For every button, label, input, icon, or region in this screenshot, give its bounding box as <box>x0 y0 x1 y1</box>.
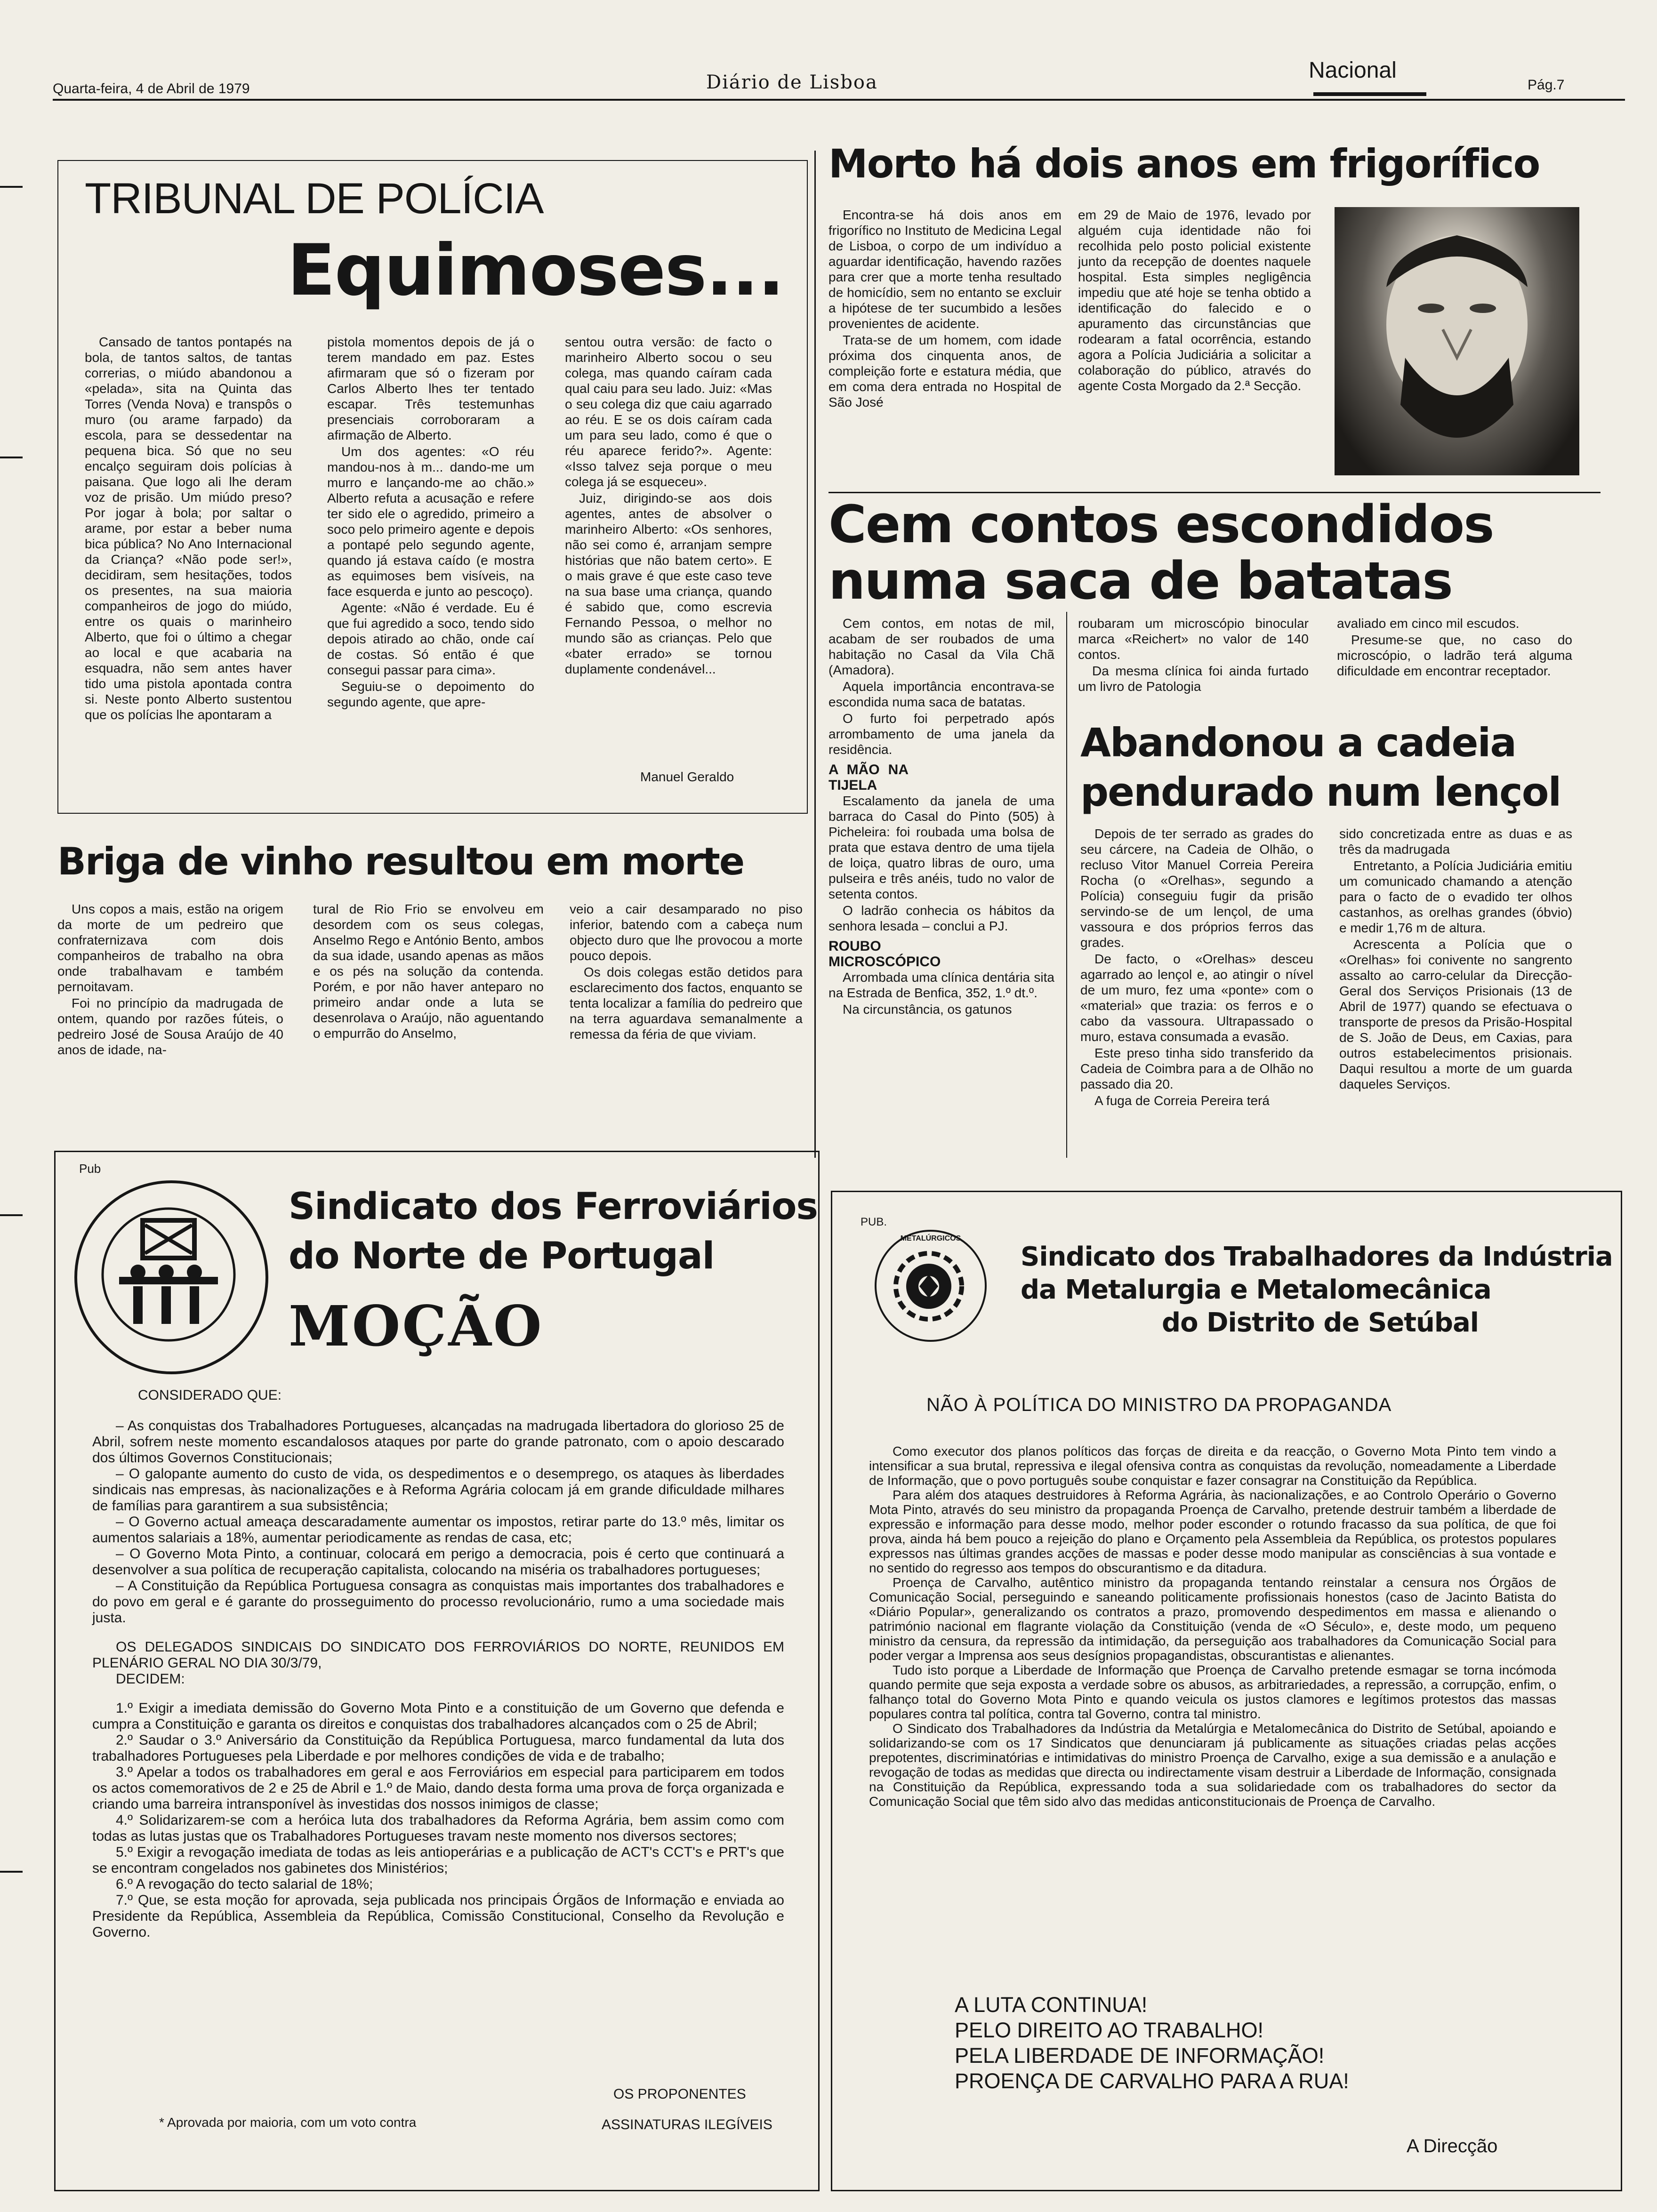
briga-paragraph: veio a cair desamparado no piso inferior, batendo com a cabeça num objecto duro que lhe provocou a morte pouco depois. <box>570 902 803 963</box>
morto-paragraph: em 29 de Maio de 1976, levado por alguém cuja identidade não foi recolhida pelo posto policial existente junto da recepção de doentes naquele hospital. Esta simples negligência impediu que até hoje se tenha obtido a identificação do falecido e o apuramento das circunstâncias que rodearam a fatal ocorrência, estando agora a Polícia Judiciária a solicitar a colaboração do público, através do agente Costa Morgado da 2.ª Secção. <box>1078 208 1311 393</box>
slogan-line: PELO DIREITO AO TRABALHO! <box>955 2018 1264 2042</box>
cem-paragraph: roubaram um microscópio binocular marca «Reichert» no valor de 140 contos. <box>1078 616 1309 662</box>
story-divider <box>828 492 1601 493</box>
metalurgicos-paragraph: Proença de Carvalho, autêntico ministro da propaganda tentando reinstalar a censura nos Órgãos de Comunicação Social, perseguindo e saneando politicamente profissionais honestos (caso de Jacinto Batista do «Diário Popular», generalizando os contratos a prazo, promovendo despedimentos em massa e alienando o património nacional em flagrante violação da Constituição (venda de «O Século», e, deste modo, um pequeno ministro da censura, da repressão da intimidação, da perseguição aos trabalhadores da Comunicação Social para poder vergar a Imprensa aos seus desígnios propagandistas, obscurantistas e alienantes. <box>869 1575 1556 1663</box>
slogan-line: PROENÇA DE CARVALHO PARA A RUA! <box>955 2069 1349 2093</box>
metalurgicos-paragraph: Tudo isto porque a Liberdade de Informação que Proença de Carvalho pretende esmagar se torna incómoda quando permite que seja exposta a verdade sobre os abusos, as arbitrariedades, a repressão, a corrupção, enfim, o falhanço total do Governo Mota Pinto e quando veicula os justos clamores e legítimos protestos das massas populares contra tal política, contra tal Governo, contra tal ministro. <box>869 1663 1556 1721</box>
tribunal-paragraph: Um dos agentes: «O réu mandou-nos à m... dando-me um murro e lançando-me ao chão.» Alberto refuta a acusação e refere ter sido ele o agredido, primeiro a soco pelo primeiro agente e depois a pontapé pelo segundo agente, quando já estava caído (e mostra as equimoses bem visíveis, na face esquerda e junto ao pescoço). <box>327 444 534 599</box>
cem-subhead: ROUBO MICROSCÓPICO <box>828 938 941 970</box>
tribunal-paragraph: Agente: «Não é verdade. Eu é que fui agredido a soco, tendo sido depois atirado ao chão, onde caí de costas. Só então é que consegui passar para cima». <box>327 601 534 677</box>
cem-paragraph: O furto foi perpetrado após arrombamento de uma janela da residência. <box>828 711 1054 757</box>
registration-mark <box>0 186 23 188</box>
cem-paragraph: Da mesma clínica foi ainda furtado um livro de Patologia <box>1078 664 1309 694</box>
metalurgicos-title-2: da Metalurgia e Metalomecânica <box>1021 1274 1491 1305</box>
ferroviarios-title-1: Sindicato dos Ferroviários <box>289 1186 818 1228</box>
briga-col-3 <box>570 901 803 1043</box>
mocao-paragraph: – O galopante aumento do custo de vida, os despedimentos e o desemprego, os ataques às liberdades sindicais nas empresas, às nacionalizações e à Reforma Agrária colocam já em grande dificuldade milhares de famílias para garantirem a sua subsistência; <box>92 1466 784 1514</box>
slogan-line: PELA LIBERDADE DE INFORMAÇÃO! <box>955 2044 1325 2068</box>
cadeia-paragraph: A fuga de Correia Pereira terá <box>1094 1093 1270 1108</box>
cem-subhead: A MÃO NA TIJELA <box>828 762 909 793</box>
header-rule <box>53 99 1625 101</box>
metalurgicos-subtitle: NÃO À POLÍTICA DO MINISTRO DA PROPAGANDA <box>926 1395 1392 1415</box>
briga-headline: Briga de vinho resultou em morte <box>57 840 744 883</box>
tribunal-col-2 <box>327 334 534 711</box>
gear-emblem-icon <box>875 1230 983 1338</box>
decisao-item: 4.º Solidarizarem-se com a heróica luta dos trabalhadores da Reforma Agrária, bem assim como com todas as lutas justas que os Trabalhadores Portugueses travam neste momento nos diversos sectores; <box>92 1812 784 1844</box>
mocao-paragraph: – A Constituição da República Portuguesa consagra as conquistas mais importantes dos trabalhadores e do povo em geral e é garante do prosseguimento do processo revolucionário, rumo a uma sociedade mais justa. <box>92 1578 784 1626</box>
section-underline <box>1313 92 1426 96</box>
cem-paragraph: avaliado em cinco mil escudos. <box>1337 616 1520 631</box>
briga-paragraph: Os dois colegas estão detidos para esclarecimento dos factos, enquanto se tenta localizar a família do pedreiro que na terra aguardava semanalmente a remessa da féria de que viviam. <box>570 965 803 1042</box>
mocao-considerandos <box>92 1418 784 1940</box>
cadeia-col-2 <box>1339 826 1572 1093</box>
tribunal-paragraph: sentou outra versão: de facto o marinheiro Alberto socou o seu colega, mas quando caíram cada qual caiu para seu lado. Juiz: «Mas o seu colega diz que caiu agarrado ao réu. E se os dois caíram cada um para seu lado, como é que o réu aparece ferido?». Agente: «Isso talvez seja porque o meu colega já se esqueceu». <box>565 335 772 489</box>
metalurgicos-paragraph: Como executor dos planos políticos das forças de direita e da reacção, o Governo Mota Pinto tem vindo a intensificar a sua brutal, repressiva e ilegal ofensiva contra as conquistas da revolução, nomeadamente a Liberdade de Informação, que o povo português soube conquistar e fazer consagrar na Constituição da República. <box>869 1444 1556 1488</box>
mocao-paragraph: OS DELEGADOS SINDICAIS DO SINDICATO DOS FERROVIÁRIOS DO NORTE, REUNIDOS EM PLENÁRIO GERAL NO DIA 30/3/79, <box>92 1639 784 1671</box>
tribunal-headline: Equimoses... <box>287 230 784 312</box>
metalurgicos-title-3: do Distrito de Setúbal <box>1162 1307 1479 1338</box>
masthead: Diário de Lisboa <box>706 72 878 93</box>
decisao-item: 3.º Apelar a todos os trabalhadores em geral e aos Ferroviários em especial para participarem em todos os actos comemorativos de 2 e 25 de Abril e 1.º de Maio, dando desta forma uma prova de força organizada e criando uma barreira intransponível às investidas dos nossos inimigos de classe; <box>92 1764 784 1812</box>
decisao-item: 6.º A revogação do tecto salarial de 18%; <box>116 1876 373 1892</box>
ferroviarios-title-2: do Norte de Portugal <box>289 1235 715 1277</box>
mocao-title: MOÇÃO <box>289 1293 544 1359</box>
metalurgicos-title-1: Sindicato dos Trabalhadores da Indústria <box>1021 1242 1613 1272</box>
column-divider <box>1066 612 1067 1158</box>
aprovada-note: * Aprovada por maioria, com um voto contra <box>159 2115 417 2130</box>
metalurgicos-ad <box>831 1191 1622 2191</box>
ferroviarios-emblem <box>74 1180 268 1374</box>
metalurgicos-emblem-text: METALÚRGICOS <box>900 1234 961 1242</box>
briga-col-2 <box>313 901 544 1042</box>
cem-paragraph: Aquela importância encontrava-se escondida numa saca de batatas. <box>828 679 1054 709</box>
face-photo-icon <box>1335 207 1579 475</box>
cem-headline-2: numa saca de batatas <box>828 551 1452 611</box>
tribunal-paragraph: Seguiu-se o depoimento do segundo agente, que apre- <box>327 679 534 709</box>
decisao-item: 1.º Exigir a imediata demissão do Governo Mota Pinto e a constituição de um Governo que defenda e cumpra a Constituição e garanta os direitos e conquistas dos trabalhadores alcançados com o 25 de Abril; <box>92 1700 784 1732</box>
page-number: Pág.7 <box>1528 77 1565 93</box>
briga-paragraph: Uns copos a mais, estão na origem da morte de um pedreiro que confraternizava com dois companheiros de trabalho na obra onde trabalhavam e também pernoitavam. <box>57 902 283 994</box>
briga-paragraph: tural de Rio Frio se envolveu em desordem com os seus colegas, Anselmo Rego e António Bento, ambos da sua idade, usando apenas as mãos e os pés na solução da contenda. Porém, e por não haver anteparo no primeiro andar onde a luta se desenrolava o Araújo, não aguentando o empurrão do Anselmo, <box>313 902 544 1041</box>
cem-paragraph: Arrombada uma clínica dentária sita na Estrada de Benfica, 352, 1.º dt.º. <box>828 970 1054 1000</box>
briga-paragraph: Foi no princípio da madrugada de ontem, quando por razões fúteis, o pedreiro José de Sousa Araújo de 40 anos de idade, na- <box>57 996 283 1057</box>
morto-headline: Morto há dois anos em frigorífico <box>828 141 1540 187</box>
mocao-paragraph: – O Governo Mota Pinto, a continuar, colocará em perigo a democracia, pois é certo que continuará a desenvolver a sua política de recuperação capitalista, colocando na miséria os trabalhadores portugueses; <box>92 1546 784 1578</box>
slogan-line: A LUTA CONTINUA! <box>955 1993 1148 2017</box>
registration-mark <box>0 1871 23 1873</box>
cem-paragraph: O ladrão conhecia os hábitos da senhora lesada – conclui a PJ. <box>828 903 1054 933</box>
tribunal-col-1 <box>85 334 292 723</box>
proponentes-label: OS PROPONENTES <box>613 2086 746 2102</box>
metalurgicos-slogans <box>955 1992 1349 2094</box>
cadeia-paragraph: Este preso tinha sido transferido da Cadeia de Coimbra para a de Olhão no passado dia 20. <box>1080 1046 1313 1091</box>
issue-date: Quarta-feira, 4 de Abril de 1979 <box>53 81 250 96</box>
ad-pub-label: Pub <box>79 1162 101 1176</box>
decisao-item: 2.º Saudar o 3.º Aniversário da Constituição da República Portuguesa, marco fundamental da luta dos trabalhadores Portugueses pela Liberdade e por melhores condições de vida e de trabalho; <box>92 1732 784 1764</box>
tribunal-kicker: TRIBUNAL DE POLÍCIA <box>85 175 544 223</box>
cem-paragraph: Cem contos, em notas de mil, acabam de ser roubados de uma habitação no Casal da Vila Chã (Amadora). <box>828 616 1054 677</box>
cem-col-3 <box>1337 616 1572 680</box>
morto-paragraph: Trata-se de um homem, com idade próxima dos cinquenta anos, de compleição forte e estatura média, que em coma dera entrada no Hospital de São José <box>828 333 1062 409</box>
cem-headline-1: Cem contos escondidos <box>828 494 1494 554</box>
tribunal-paragraph: Juiz, dirigindo-se aos dois agentes, antes de absolver o marinheiro Alberto: «Os senhores, não sei como é, arranjam sempre histórias que não batem certo». E o mais grave é que este caso teve na sua base uma criança, quando é sabido que, como escrevia Fernando Pessoa, o melhor no mundo são as crianças. Pelo que «bater errado» se tornou duplamente condenável... <box>565 491 772 676</box>
column-divider <box>814 151 816 1158</box>
cem-col-1 <box>828 616 1054 1018</box>
cem-paragraph: Na circunstância, os gatunos <box>843 1002 1012 1017</box>
registration-mark <box>0 457 23 458</box>
cadeia-paragraph: Acrescenta a Polícia que o «Orelhas» foi conivente no sangrento assalto ao carro-celular da Direcção-Geral dos Serviços Prisionais (13 de Abril de 1977) quando se efectuava o transporte de presos da Prisão-Hospital de S. João de Deus, em Caxias, para outros estabelecimentos prisionais. Daqui resultou a morte de um guarda daqueles Serviços. <box>1339 937 1572 1091</box>
ad-pub-label: PUB. <box>861 1216 887 1228</box>
tribunal-paragraph: Cansado de tantos pontapés na bola, de tantos saltos, de tantas correrias, o miúdo abandonou a «pelada», sita na Quinta das Torres (Venda Nova) e transpôs o muro (ou arame farpado) da escola, para se dessedentar na pequena bica. Só que no seu encalço seguiram dois polícias à paisana. Que logo ali lhe deram voz de prisão. Um miúdo preso? Por jogar à bola; por saltar o arame, por estar a beber numa bica pública? No Ano Internacional da Criança? «Não pode ser!», decidiram, sem hesitações, todos os presentes, na sua maioria companheiros de jogo do miúdo, entre os quais o marinheiro Alberto, que foi o último a chegar ao local e que acabaria na esquadra, não sem antes haver tido uma pistola apontada contra si. Neste ponto Alberto sustentou que os polícias lhe apontaram a <box>85 335 292 722</box>
metalurgicos-paragraph: O Sindicato dos Trabalhadores da Indústria da Metalúrgia e Metalomecânica do Distrito de Setúbal, apoiando e solidarizando-se com os 17 Sindicatos que denunciaram já publicamente as situações criadas pelas acções prepotentes, discriminatórias e intimidativas do ministro Proença de Carvalho, exige a sua demissão e a anulação e revogação de todas as medidas que directa ou indirectamente visam destruir a Liberdade de Informação, consignada na Constituição da República, expressando toda a sua solidariedade com os trabalhadores do sector da Comunicação Social que têm sido alvo das medidas anticonstitucionais de Proença de Carvalho. <box>869 1721 1556 1809</box>
morto-col-2 <box>1078 207 1311 394</box>
assinaturas-label: ASSINATURAS ILEGÍVEIS <box>602 2117 772 2132</box>
cadeia-col-1 <box>1080 826 1313 1109</box>
mocao-paragraph: – O Governo actual ameaça descaradamente aumentar os impostos, retirar parte do 13.º mês, limitar os aumentos salariais a 18%, aumentar periodicamente as rendas de casa, etc; <box>92 1514 784 1546</box>
cadeia-headline-1: Abandonou a cadeia <box>1080 720 1516 766</box>
mocao-paragraph: – As conquistas dos Trabalhadores Portugueses, alcançadas na madrugada libertadora do glorioso 25 de Abril, sofrem neste momento escandalosos ataques por parte do grande patronato, com o apoio descarado dos últimos Governos Constitucionais; <box>92 1418 784 1466</box>
metalurgicos-paragraph: Para além dos ataques destruidores à Reforma Agrária, às nacionalizações, e ao Controlo Operário o Governo Mota Pinto, através do seu ministro da propaganda Proença de Carvalho, pretende destruir também a liberdade de expressão e informação para desse modo, melhor poder esconder o rotundo fracasso da sua política, de que foi prova, ainda há bem pouco a rejeição do plano e Orçamento pela Assembleia da República, os protestos populares expressos nas últimas grandes acções de massas e poder desse modo manipular as consciências à sua vontade e no sentido do regresso aos tempos do obscurantismo e da ditadura. <box>869 1488 1556 1575</box>
cadeia-paragraph: Entretanto, a Polícia Judiciária emitiu um comunicado chamando a atenção para o facto de o evadido ter olhos castanhos, as orelhas grandes (óbvio) e medir 1,76 m de altura. <box>1339 858 1572 935</box>
tribunal-paragraph: pistola momentos depois de já o terem mandado em paz. Estes afirmaram que só o fizeram por Carlos Alberto lhes ter tentado escapar. Três testemunhas presenciais corroboraram a afirmação de Alberto. <box>327 335 534 442</box>
morto-paragraph: Encontra-se há dois anos em frigorífico no Instituto de Medicina Legal de Lisboa, o corpo de um indivíduo a aguardar identificação, havendo razões para crer que a morte tenha resultado de homicídio, sem no entanto se excluir a hipótese de ter sucumbido a lesões provenientes de acidente. <box>828 208 1062 331</box>
decisao-item: 7.º Que, se esta moção for aprovada, seja publicada nos principais Órgãos de Informação e enviada ao Presidente da República, Assembleia da República, Comissão Constitucional, Conselho da Revolução e Governo. <box>92 1892 784 1940</box>
metalurgicos-body <box>869 1444 1556 1809</box>
briga-col-1 <box>57 901 283 1058</box>
decisao-item: 5.º Exigir a revogação imediata de todas as leis antioperárias e a publicação de ACT's CCT's e PRT's que se encontram congelados nos gabinetes dos Ministérios; <box>92 1844 784 1876</box>
registration-mark <box>0 1214 23 1216</box>
cem-col-2 <box>1078 616 1309 695</box>
cadeia-headline-2: pendurado num lençol <box>1080 769 1561 815</box>
deceased-photo <box>1335 207 1579 475</box>
metalurgicos-signature: A Direcção <box>1407 2136 1498 2156</box>
decidem-label: DECIDEM: <box>116 1671 185 1687</box>
cadeia-paragraph: De facto, o «Orelhas» desceu agarrado ao lençol e, ao atingir o nível de um muro, fez uma «ponte» com o «material» que trazia: os ferros e o cabo da vassoura. Ultrapassado o muro, estava consumada a evasão. <box>1080 952 1313 1044</box>
tribunal-author: Manuel Geraldo <box>640 769 734 784</box>
metalurgicos-emblem <box>875 1230 987 1342</box>
cadeia-paragraph: Depois de ter serrado as grades do seu cárcere, na Cadeia de Olhão, o recluso Vitor Manuel Correia Pereira Rocha (o «Orelhas», segundo a Polícia) conseguiu fugir da prisão servindo-se de um lençol, de uma vassoura e dos próprios ferros das grades. <box>1080 826 1313 950</box>
section-name: Nacional <box>1309 58 1397 83</box>
morto-col-1 <box>828 207 1062 411</box>
considerado-label: CONSIDERADO QUE: <box>138 1387 282 1403</box>
tribunal-col-3 <box>565 334 772 678</box>
ferroviarios-ad <box>54 1151 820 2191</box>
cem-paragraph: Escalamento da janela de uma barraca do Casal do Pinto (505) à Picheleira: foi roubada uma bolsa de prata que estava dentro de uma tijela de loiça, quatro libras de ouro, uma pulseira e três anéis, tudo no valor de setenta contos. <box>828 793 1054 901</box>
cem-paragraph: Presume-se que, no caso do microscópio, o ladrão terá alguma dificuldade em encontrar receptador. <box>1337 633 1572 678</box>
cadeia-paragraph: sido concretizada entre as duas e as três da madrugada <box>1339 826 1572 857</box>
